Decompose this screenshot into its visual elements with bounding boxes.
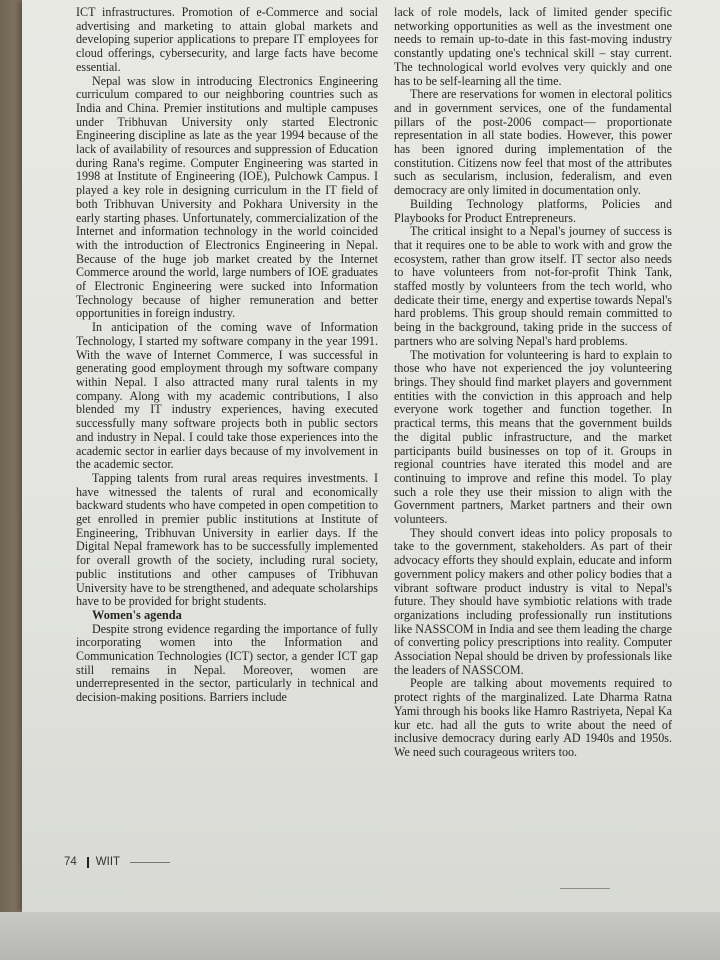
page-number: 74 xyxy=(64,856,77,868)
publication-name: WIIT xyxy=(95,856,121,868)
section-heading: Women's agenda xyxy=(92,607,182,622)
paragraph: There are reservations for women in electoral politics and in government services, one of the fundamental pillars of the post-2006 compact— proportionate representation in all state bodies. However, this power has been ignored during implementation of the constitution. Citizens now feel that most of the attributes such as secularism, inclusion, federalism, and even democracy are only limited in documentation only. xyxy=(394,87,672,198)
paragraph: They should convert ideas into policy proposals to take to the government, stakeholders. As part of their advocacy efforts they should explain, educate and inform government policy makers and other policy bodies that a vibrant software product industry is vital to Nepal's future. They should have symbiotic relations with trade organizations including professionally run institutions like NASSCOM in India and see them leading the charge of converting policy prescriptions into reality. Computer Association Nepal should be driven by professionals like the leaders of NASSCOM. xyxy=(394,525,672,677)
page-underneath xyxy=(0,912,720,960)
footer-rule xyxy=(130,862,170,863)
paragraph: Nepal was slow in introducing Electronics Engineering curriculum compared to our neighboring countries such as India and China. Premier institutions and multiple campuses under Tribhuvan University only started Electronic Engineering discipline as late as the year 1994 because of the lack of availability of resources and suppression of Education during Rana's regime. Computer Engineering was started in 1998 at Institute of Engineering (IOE), Pulchowk Campus. I played a key role in designing curriculum in the IT field of both Tribhuvan University and Pokhara University in the early starting phases. Unfortunately, commercialization of the Internet and information technology in the world coincided with the introduction of Electronics Engineering in Nepal. Because of the huge job market created by the Internet Commerce around the world, large numbers of IOE graduates of Electronic Engineering were sucked into Information Technology because of higher remuneration and better opportunities in foreign industry. xyxy=(76,73,378,321)
paragraph: People are talking about movements required to protect rights of the marginalized. Late Dharma Ratna Yami through his books like Hamro Rastriyeta, Nepal Ka kur etc. had all the guts to write about the need of inclusive democracy during early AD 1940s and 1950s. We need such courageous writers too. xyxy=(394,676,672,759)
paragraph: Despite strong evidence regarding the importance of fully incorporating women into the Information and Communication Technologies (ICT) sector, a gender ICT gap still remains in Nepal. Moreover, women are underrepresented in the sector, particularly in technical and decision-making positions. Barriers include xyxy=(76,621,378,705)
right-column xyxy=(394,6,672,760)
page-footer xyxy=(64,856,170,868)
paragraph: In anticipation of the coming wave of Information Technology, I started my software company in the year 1991. With the wave of Internet Commerce, I was successful in generating good employment through my software company within Nepal. I also attracted many rural talents in my company. Along with my academic contributions, I also blended my IT industry experiences, having executed successfully many software projects both in public sectors and industry in Nepal. I could take those experiences into the academic sector in earlier days because of my involvement in the academic sector. xyxy=(76,320,378,472)
corner-rule xyxy=(560,888,610,889)
paragraph: Tapping talents from rural areas requires investments. I have witnessed the talents of rural and economically backward students who have competed in open competition to get enrolled in premier public institutions at Institute of Engineering, Tribhuvan University in earlier days. If the Digital Nepal framework has to be successfully implemented for overall growth of the society, including rural society, public institutions and other campuses of Tribhuvan University have to be strengthened, and adequate scholarships have to be provided for bright students. xyxy=(76,470,378,609)
paragraph: The motivation for volunteering is hard to explain to those who have not experienced the joy volunteering brings. They should find market players and government entities with the conviction in this approach and help everyone work together and function together. In practical terms, this means that the government builds the digital public infrastructure, and the market participants build businesses on top of it. Groups in regional countries have iterated this model and are continuing to improve and refine this model. To play such a role they use their mission to align with the Government partners, Market partners and their own volunteers. xyxy=(394,347,672,527)
left-column xyxy=(76,6,378,705)
footer-divider xyxy=(87,857,89,868)
paragraph: ICT infrastructures. Promotion of e-Commerce and social advertising and marketing to attain global markets and developing superior applications to prepare IT employees for cloud offerings, cybersecurity, and large facts have become essential. xyxy=(76,5,378,74)
magazine-page xyxy=(22,0,720,912)
paragraph: Building Technology platforms, Policies and Playbooks for Product Entrepreneurs. xyxy=(394,196,672,225)
paragraph: The critical insight to a Nepal's journey of success is that it requires one to be able to work with and grow the ecosystem, rather than grow itself. IT sector also needs to have volunteers from not-for-profit Think Tank, staffed mostly by volunteers from the tech world, who dedicate their time, energy and expertise towards Nepal's hard problems. This group should remain committed to being in the background, taking pride in the success of partners who are solving Nepal's hard problems. xyxy=(394,224,672,348)
paragraph: lack of role models, lack of limited gender specific networking opportunities as well as the investment one needs to remain up-to-date in this fast-moving industry constantly updating one's technical skill – stay current. The technological world evolves very quickly and one has to be self-learning all the time. xyxy=(394,5,672,88)
